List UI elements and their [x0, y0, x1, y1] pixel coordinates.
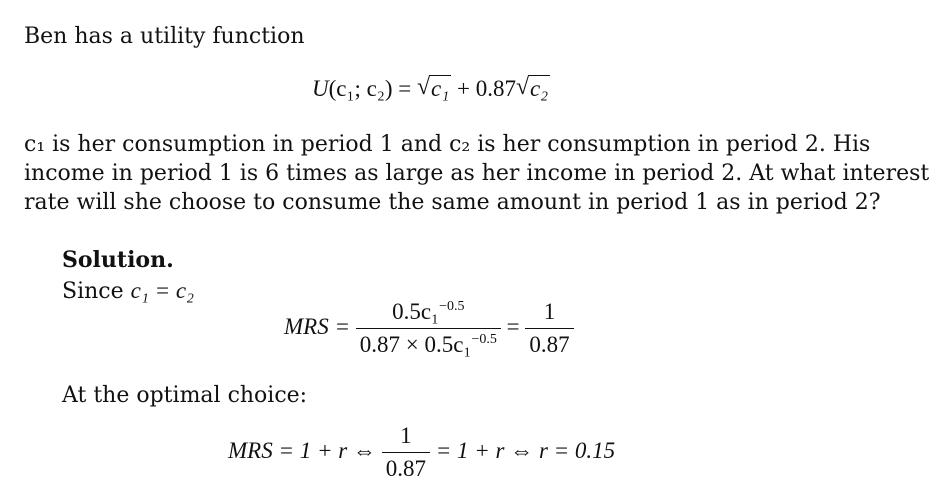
since-math: c₁ = c₂: [130, 278, 195, 303]
since-word: Since: [62, 279, 124, 304]
final-equation: [228, 424, 615, 481]
mrs-label: MRS =: [284, 313, 350, 339]
problem-line-2: income in period 1 is 6 times as large as her income in period 2. At what interest: [24, 161, 930, 186]
mrs-equation: [284, 300, 574, 357]
final-lhs: MRS = 1 + r ⇔: [228, 437, 376, 463]
utility-args: (c₁; c₂) =: [328, 76, 412, 101]
utility-plus: + 0.87: [456, 76, 516, 101]
since-line: [62, 276, 194, 306]
intro-text: Ben has a utility function: [24, 24, 305, 49]
final-fraction: $\frac{1}{0.87}$: [382, 424, 430, 481]
solution-heading: Solution.: [62, 247, 174, 273]
problem-line-3: rate will she choose to consume the same amount in period 1 as in period 2?: [24, 190, 881, 215]
utility-symbol: U: [312, 76, 329, 101]
problem-line-1: c₁ is her consumption in period 1 and c₂ is her consumption in period 2. His: [24, 132, 871, 157]
mrs-fraction: [356, 300, 501, 357]
mrs-equals: =: [506, 313, 520, 339]
sqrt-c2: √ c₂: [515, 74, 549, 101]
final-rhs: = 1 + r ⇔ r = 0.15: [435, 437, 616, 463]
utility-equation: [312, 76, 550, 102]
optimal-text: At the optimal choice:: [62, 383, 308, 408]
mrs-result-fraction: $\frac{1}{0.87}$: [525, 300, 573, 357]
mrs-numerator: 0.5c₁$^{-0.5}$: [392, 299, 465, 324]
mrs-denominator: 0.87 × 0.5c₁$^{-0.5}$: [359, 332, 497, 357]
sqrt-c1: √ c₁: [417, 74, 450, 101]
